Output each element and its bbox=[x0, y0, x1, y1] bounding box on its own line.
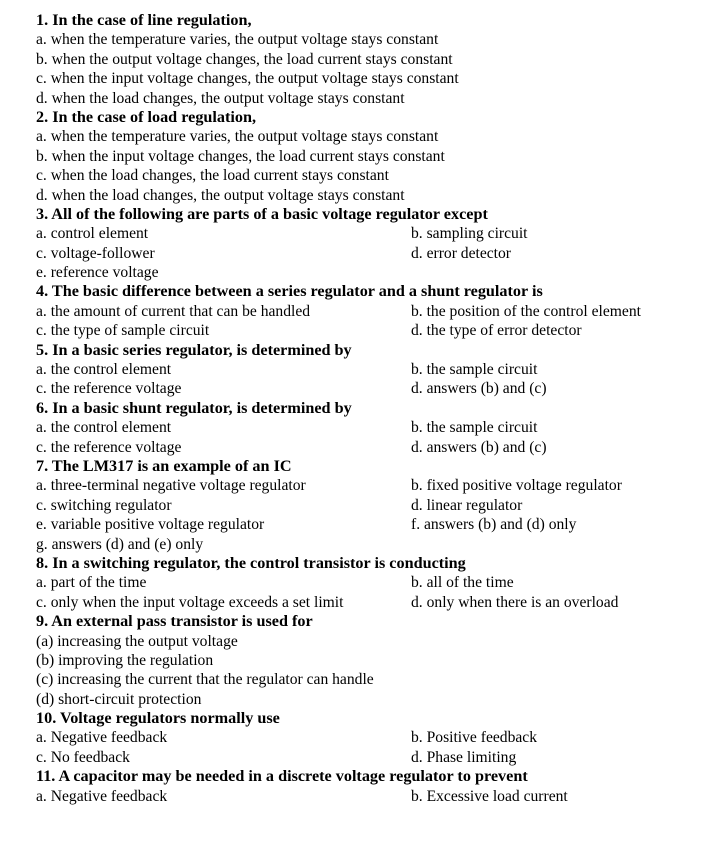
question-title: 8. In a switching regulator, the control transistor is conducting bbox=[36, 553, 466, 572]
answer-option: c. the reference voltage bbox=[36, 380, 182, 398]
answer-option: g. answers (d) and (e) only bbox=[36, 535, 204, 553]
answer-option: d. when the load changes, the output voltage stays constant bbox=[36, 89, 405, 107]
option-row bbox=[36, 379, 708, 398]
answer-option: a. control element bbox=[36, 225, 149, 243]
option-row bbox=[36, 670, 708, 689]
answer-option: c. the reference voltage bbox=[36, 438, 182, 456]
question-title: 5. In a basic series regulator, is determined by bbox=[36, 340, 352, 359]
answer-option: c. only when the input voltage exceeds a set limit bbox=[36, 593, 344, 611]
option-row bbox=[36, 147, 708, 166]
answer-option: a. the control element bbox=[36, 361, 172, 379]
option-row bbox=[36, 418, 708, 437]
answer-option: c. the type of sample circuit bbox=[36, 322, 210, 340]
question-block bbox=[36, 399, 708, 457]
option-row bbox=[36, 30, 708, 49]
option-row bbox=[36, 535, 708, 554]
option-row bbox=[36, 263, 708, 282]
option-row bbox=[36, 651, 708, 670]
answer-option: b. the sample circuit bbox=[411, 361, 538, 379]
answer-option: (b) improving the regulation bbox=[36, 651, 214, 669]
answer-option: a. Negative feedback bbox=[36, 729, 168, 747]
option-row bbox=[36, 50, 708, 69]
answer-option: e. variable positive voltage regulator bbox=[36, 516, 265, 534]
answer-option: a. when the temperature varies, the output voltage stays constant bbox=[36, 31, 439, 49]
option-row bbox=[36, 89, 708, 108]
answer-option: b. when the input voltage changes, the load current stays constant bbox=[36, 147, 445, 165]
answer-option: d. answers (b) and (c) bbox=[411, 380, 547, 398]
answer-option: d. only when there is an overload bbox=[411, 593, 619, 611]
answer-option: a. when the temperature varies, the output voltage stays constant bbox=[36, 128, 439, 146]
option-row bbox=[36, 302, 708, 321]
option-row bbox=[36, 728, 708, 747]
option-row bbox=[36, 573, 708, 592]
answer-option: (c) increasing the current that the regulator can handle bbox=[36, 671, 374, 689]
option-row bbox=[36, 476, 708, 495]
question-title: 1. In the case of line regulation, bbox=[36, 11, 252, 29]
option-row bbox=[36, 632, 708, 651]
answer-option: b. when the output voltage changes, the load current stays constant bbox=[36, 50, 453, 68]
option-row bbox=[36, 244, 708, 263]
option-row bbox=[36, 438, 708, 457]
answer-option: a. Negative feedback bbox=[36, 787, 168, 805]
answer-option: a. the amount of current that can be handled bbox=[36, 302, 311, 320]
answer-option: d. linear regulator bbox=[411, 496, 523, 514]
answer-option: d. the type of error detector bbox=[411, 322, 582, 340]
answer-option: (a) increasing the output voltage bbox=[36, 632, 238, 650]
question-title: 10. Voltage regulators normally use bbox=[36, 709, 280, 728]
question-block bbox=[36, 457, 708, 554]
question-title: 9. An external pass transistor is used for bbox=[36, 612, 313, 631]
answer-option: b. all of the time bbox=[411, 574, 514, 592]
answer-option: f. answers (b) and (d) only bbox=[411, 516, 577, 534]
answer-option: d. error detector bbox=[411, 244, 512, 262]
answer-option: b. Positive feedback bbox=[411, 729, 538, 747]
question-title: 7. The LM317 is an example of an IC bbox=[36, 456, 292, 475]
answer-option: a. the control element bbox=[36, 419, 172, 437]
answer-option: e. reference voltage bbox=[36, 264, 159, 282]
option-row bbox=[36, 360, 708, 379]
option-row bbox=[36, 224, 708, 243]
option-row bbox=[36, 496, 708, 515]
question-block bbox=[36, 11, 708, 108]
option-row bbox=[36, 127, 708, 146]
answer-option: a. three-terminal negative voltage regulator bbox=[36, 477, 306, 495]
answer-option: d. answers (b) and (c) bbox=[411, 438, 547, 456]
question-block bbox=[36, 108, 708, 205]
question-title: 11. A capacitor may be needed in a discrete voltage regulator to prevent bbox=[36, 767, 528, 786]
option-row bbox=[36, 69, 708, 88]
question-title: 6. In a basic shunt regulator, is determined by bbox=[36, 398, 352, 417]
option-row bbox=[36, 690, 708, 709]
question-block bbox=[36, 709, 708, 767]
answer-option: b. the sample circuit bbox=[411, 419, 538, 437]
answer-option: d. Phase limiting bbox=[411, 748, 517, 766]
answer-option: c. No feedback bbox=[36, 748, 130, 766]
answer-option: c. switching regulator bbox=[36, 496, 172, 514]
option-row bbox=[36, 748, 708, 767]
question-block bbox=[36, 767, 708, 806]
question-block bbox=[36, 282, 708, 340]
question-title: 3. All of the following are parts of a basic voltage regulator except bbox=[36, 204, 488, 223]
answer-option: c. when the load changes, the load current stays constant bbox=[36, 167, 389, 185]
question-block bbox=[36, 612, 708, 709]
answer-option: c. when the input voltage changes, the output voltage stays constant bbox=[36, 70, 459, 88]
question-block bbox=[36, 554, 708, 612]
question-title: 2. In the case of load regulation, bbox=[36, 107, 257, 126]
answer-option: b. the position of the control element bbox=[411, 302, 641, 320]
option-row bbox=[36, 593, 708, 612]
answer-option: c. voltage-follower bbox=[36, 244, 155, 262]
question-block bbox=[36, 341, 708, 399]
question-block bbox=[36, 205, 708, 283]
option-row bbox=[36, 186, 708, 205]
answer-option: a. part of the time bbox=[36, 574, 147, 592]
question-title: 4. The basic difference between a series regulator and a shunt regulator is bbox=[36, 282, 543, 301]
answer-option: b. Excessive load current bbox=[411, 787, 568, 805]
answer-option: (d) short-circuit protection bbox=[36, 690, 202, 708]
answer-option: b. sampling circuit bbox=[411, 225, 528, 243]
option-row bbox=[36, 515, 708, 534]
answer-option: b. fixed positive voltage regulator bbox=[411, 477, 622, 495]
option-row bbox=[36, 787, 708, 806]
option-row bbox=[36, 166, 708, 185]
option-row bbox=[36, 321, 708, 340]
answer-option: d. when the load changes, the output voltage stays constant bbox=[36, 186, 405, 204]
